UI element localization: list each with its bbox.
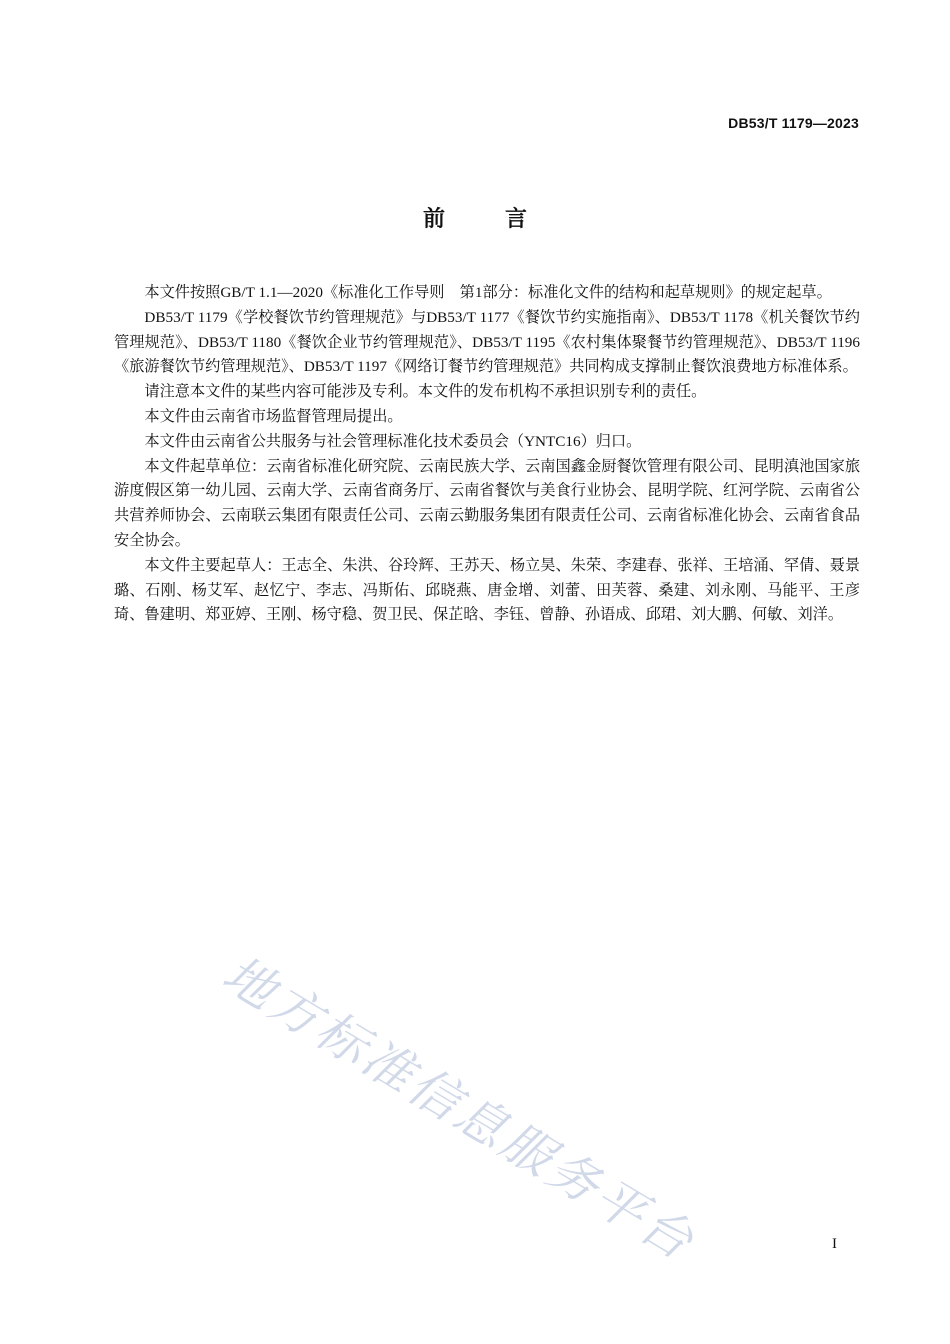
foreword-body xyxy=(114,281,860,628)
paragraph-patent-notice: 请注意本文件的某些内容可能涉及专利。本文件的发布机构不承担识别专利的责任。 xyxy=(144,383,707,401)
paragraph-drafters: 本文件主要起草人：王志全、朱洪、谷玲辉、王苏天、杨立昊、朱荣、李建春、张祥、王培涌、罕倩、聂景璐、石刚、杨艾军、赵忆宁、李志、冯斯佑、邱晓燕、唐金增、刘蕾、田芙蓉、桑建、刘永刚、马能平、王彦琦、鲁建明、郑亚婷、王刚、杨守稳、贺卫民、保芷晗、李钰、曾静、孙语成、邱珺、刘大鹏、何敏、刘洋。 xyxy=(114,556,860,624)
paragraph-proposer: 本文件由云南省市场监督管理局提出。 xyxy=(144,407,403,425)
paragraph-committee: 本文件由云南省公共服务与社会管理标准化技术委员会（YNTC16）归口。 xyxy=(144,432,642,450)
paragraph-drafting-rules: 本文件按照GB/T 1.1—2020《标准化工作导则 第1部分：标准化文件的结构和起草规则》的规定起草。 xyxy=(144,284,832,301)
paragraph-drafting-units: 本文件起草单位：云南省标准化研究院、云南民族大学、云南国鑫金厨餐饮管理有限公司、昆明滇池国家旅游度假区第一幼儿园、云南大学、云南省商务厅、云南省餐饮与美食行业协会、昆明学院、红河学院、云南省公共营养师协会、云南联云集团有限责任公司、云南云勤服务集团有限责任公司、云南省标准化协会、云南省食品安全协会。 xyxy=(114,457,860,549)
title-char: 言 xyxy=(505,207,528,232)
watermark: 地方标准信息服务平台 xyxy=(213,945,706,1272)
paragraph-standard-system: DB53/T 1179《学校餐饮节约管理规范》与DB53/T 1177《餐饮节约实施指南》、DB53/T 1178《机关餐饮节约管理规范》、DB53/T 1180《餐饮企业节约管理规范》、DB53/T 1195《农村集体聚餐节约管理规范》、DB53/T 1196《旅游餐饮节约管理规范》、DB53/T 1197《网络订餐节约管理规范》共同构成支撑制止餐饮浪费地方标准体系。 xyxy=(114,308,860,376)
page-number: I xyxy=(832,1236,837,1252)
title-char: 前 xyxy=(422,207,445,232)
document-code: DB53/T 1179—2023 xyxy=(728,115,859,131)
page-title xyxy=(0,202,950,233)
